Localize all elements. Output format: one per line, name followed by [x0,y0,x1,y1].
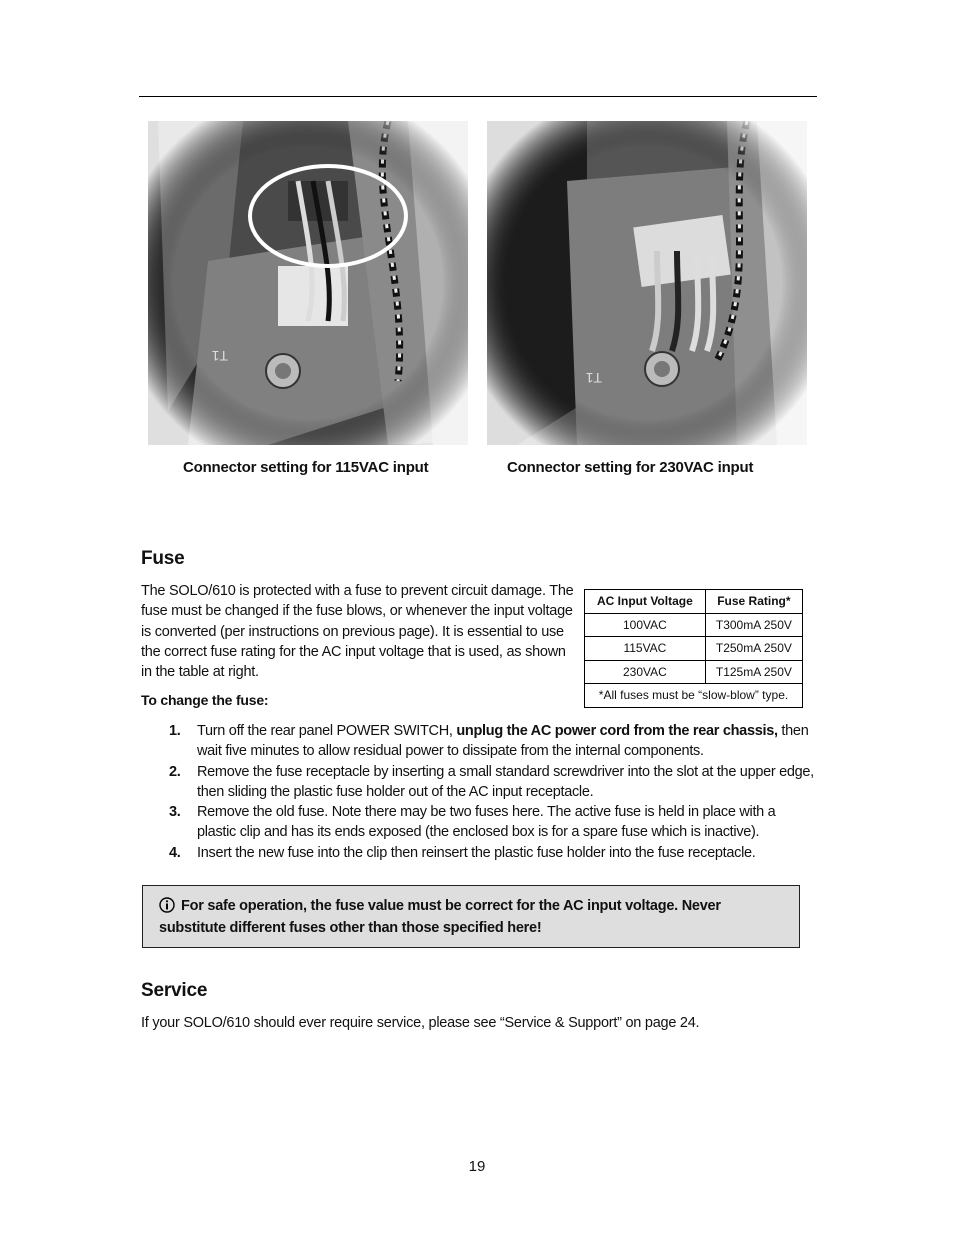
caption-230vac: Connector setting for 230VAC input [507,459,754,476]
info-icon [159,897,175,913]
table-row [585,660,803,684]
step-text: Insert the new fuse into the clip then reinsert the plastic fuse holder into the fuse receptacle. [197,844,756,861]
step-number: 4. [169,844,181,861]
caption-115vac: Connector setting for 115VAC input [183,459,429,476]
list-item [165,843,815,863]
connector-230vac-photo [487,121,807,445]
change-fuse-label: To change the fuse: [141,692,269,708]
step-text: Turn off the rear panel POWER SWITCH, [197,723,457,739]
table-header-row [585,590,803,614]
table-row [585,637,803,661]
table-cell: T125mA 250V [705,660,802,684]
fuse-steps-list [165,721,815,863]
list-item [165,802,815,843]
fuse-rating-table [584,589,803,708]
step-number: 3. [169,804,181,821]
safety-warning-box [142,885,800,948]
fuse-paragraph: The SOLO/610 is protected with a fuse to prevent circuit damage. The fuse must be changed if the fuse blows, or whenever the input voltage is converted (per instructions on previous page). It is essential to use the correct fuse rating for the AC input voltage that is used, as shown in the table at right. [141,583,574,681]
step-number: 2. [169,763,181,780]
step-bold-text: unplug the AC power cord from the rear chassis, [456,723,778,739]
header-rule [139,96,817,97]
service-heading: Service [141,980,208,1001]
step-text: Remove the old fuse. Note there may be two fuses here. The active fuse is held in place with a plastic clip and has its ends exposed (the enclosed box is for a spare fuse which is inactive). [197,804,776,841]
table-cell: T300mA 250V [705,613,802,637]
table-footnote: *All fuses must be “slow-blow” type. [585,684,803,708]
table-header-cell: Fuse Rating* [705,590,802,614]
service-paragraph: If your SOLO/610 should ever require service, please see “Service & Support” on page 24. [141,1015,700,1031]
table-cell: T250mA 250V [705,637,802,661]
table-footnote-row [585,684,803,708]
step-text: Remove the fuse receptacle by inserting a small standard screwdriver into the slot at the upper edge, then sliding the plastic fuse holder out of the AC input receptacle. [197,763,814,800]
table-cell: 230VAC [585,660,706,684]
table-cell: 100VAC [585,613,706,637]
table-cell: 115VAC [585,637,706,661]
step-text: then wait five minutes to allow residual power to dissipate from the internal components. [197,723,809,760]
list-item [165,762,815,803]
step-number: 1. [169,723,181,739]
table-header-cell: AC Input Voltage [585,590,706,614]
table-row [585,613,803,637]
safety-warning-text: For safe operation, the fuse value must be correct for the AC input voltage. Never substitute different fuses other than those specified here! [159,898,721,936]
connector-115vac-photo [148,121,468,445]
list-item [165,721,815,762]
page-number: 19 [468,1158,486,1175]
fuse-heading: Fuse [141,548,185,569]
